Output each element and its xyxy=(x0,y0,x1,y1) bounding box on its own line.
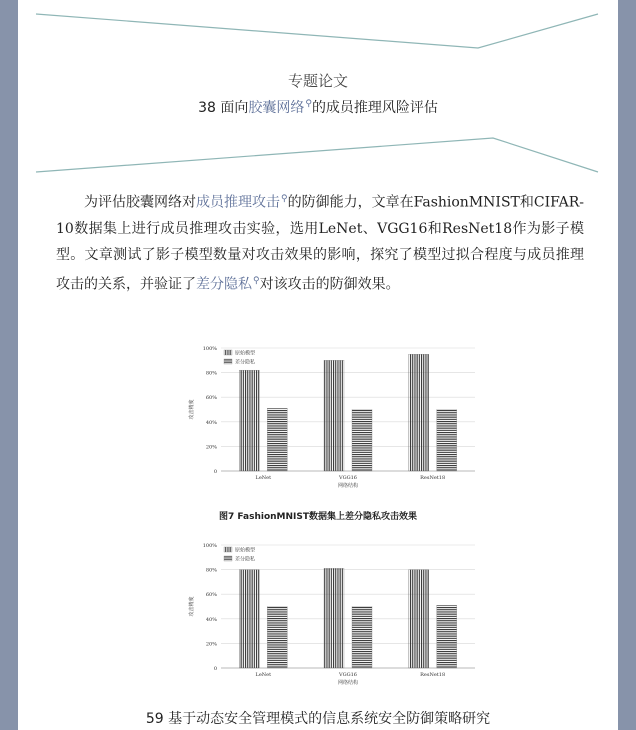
next-article-number: 59 xyxy=(145,711,164,727)
bar-original-model xyxy=(409,354,429,471)
x-tick-label: LeNet xyxy=(255,672,272,678)
bar-original-model xyxy=(324,360,344,471)
divider-decoration xyxy=(18,132,618,182)
legend-swatch xyxy=(224,359,232,364)
figure-caption: 图7 FashionMNIST数据集上差分隐私攻击效果 xyxy=(219,512,417,522)
paragraph-text: 的防御能力，文章在FashionMNIST和CIFAR-10数据集上进行成员推理攻击实验，选用LeNet、VGG16和ResNet18作为影子模型。文章测试了影子模型数量对攻击效果的影响，探究了模型过拟合程度与成员推理攻击的关系，并验证了 xyxy=(56,194,584,293)
paragraph-text: 对该攻击的防御效果。 xyxy=(259,276,400,293)
search-icon[interactable]: ⚲ xyxy=(281,194,288,204)
y-tick-label: 20% xyxy=(205,444,217,451)
x-tick-label: ResNet18 xyxy=(420,672,446,678)
x-tick-label: VGG16 xyxy=(339,672,357,678)
chart-second xyxy=(179,541,479,691)
bar-original-model xyxy=(239,570,259,668)
y-tick-label: 80% xyxy=(205,370,217,377)
title-keyword-link[interactable]: 胶囊网络 xyxy=(248,100,305,116)
bar-differential-privacy xyxy=(437,410,457,472)
bar-original-model xyxy=(239,370,259,471)
y-axis-label: 攻击精度 xyxy=(189,596,195,617)
keyword-link-differential-privacy[interactable]: 差分隐私 xyxy=(196,276,252,293)
title-text-after: 的成员推理风险评估 xyxy=(311,100,438,116)
y-tick-label: 40% xyxy=(205,616,217,623)
y-tick-label: 80% xyxy=(205,567,217,574)
title-text-before: 面向 xyxy=(220,100,249,116)
y-tick-label: 100% xyxy=(202,543,217,549)
y-tick-label: 60% xyxy=(205,592,217,599)
x-tick-label: LeNet xyxy=(255,475,272,481)
legend-label: 差分隐私 xyxy=(235,359,256,366)
legend-label: 原始模型 xyxy=(235,350,256,357)
paragraph-text: 为评估胶囊网络对 xyxy=(84,194,196,211)
x-axis-label: 网络结构 xyxy=(337,483,359,489)
bar-differential-privacy xyxy=(437,605,457,668)
top-decoration xyxy=(18,4,618,54)
legend-label: 原始模型 xyxy=(235,547,256,554)
y-tick-label: 0 xyxy=(213,469,217,475)
legend-swatch xyxy=(224,556,232,561)
bar-differential-privacy xyxy=(352,607,372,669)
legend-swatch xyxy=(224,547,232,552)
next-article-text: 基于动态安全管理模式的信息系统安全防御策略研究 xyxy=(168,711,491,727)
chart-fashionmnist xyxy=(179,344,479,494)
bar-chart-svg xyxy=(179,541,479,691)
article-number: 38 xyxy=(198,100,216,116)
bar-original-model xyxy=(324,568,344,668)
bar-chart-svg xyxy=(179,344,479,494)
legend-label: 差分隐私 xyxy=(235,556,256,563)
next-article-title[interactable] xyxy=(18,708,618,728)
section-label: 专题论文 xyxy=(287,72,348,90)
search-icon[interactable]: ⚲ xyxy=(305,99,312,110)
x-tick-label: ResNet18 xyxy=(420,475,446,481)
bar-differential-privacy xyxy=(352,410,372,472)
x-tick-label: VGG16 xyxy=(339,475,357,481)
bar-differential-privacy xyxy=(267,408,287,471)
y-tick-label: 60% xyxy=(205,395,217,402)
bar-differential-privacy xyxy=(267,607,287,669)
y-tick-label: 100% xyxy=(202,346,217,352)
y-tick-label: 0 xyxy=(213,666,217,672)
y-tick-label: 20% xyxy=(205,641,217,648)
x-axis-label: 网络结构 xyxy=(337,680,359,686)
y-axis-label: 攻击精度 xyxy=(189,399,195,420)
abstract-paragraph xyxy=(56,186,584,297)
y-tick-label: 40% xyxy=(205,419,217,426)
article-page xyxy=(18,0,618,730)
article-title[interactable] xyxy=(18,97,618,117)
search-icon[interactable]: ⚲ xyxy=(253,275,260,286)
bar-original-model xyxy=(409,570,429,668)
keyword-link-membership-inference[interactable]: 成员推理攻击 xyxy=(196,194,280,211)
legend-swatch xyxy=(224,350,232,355)
